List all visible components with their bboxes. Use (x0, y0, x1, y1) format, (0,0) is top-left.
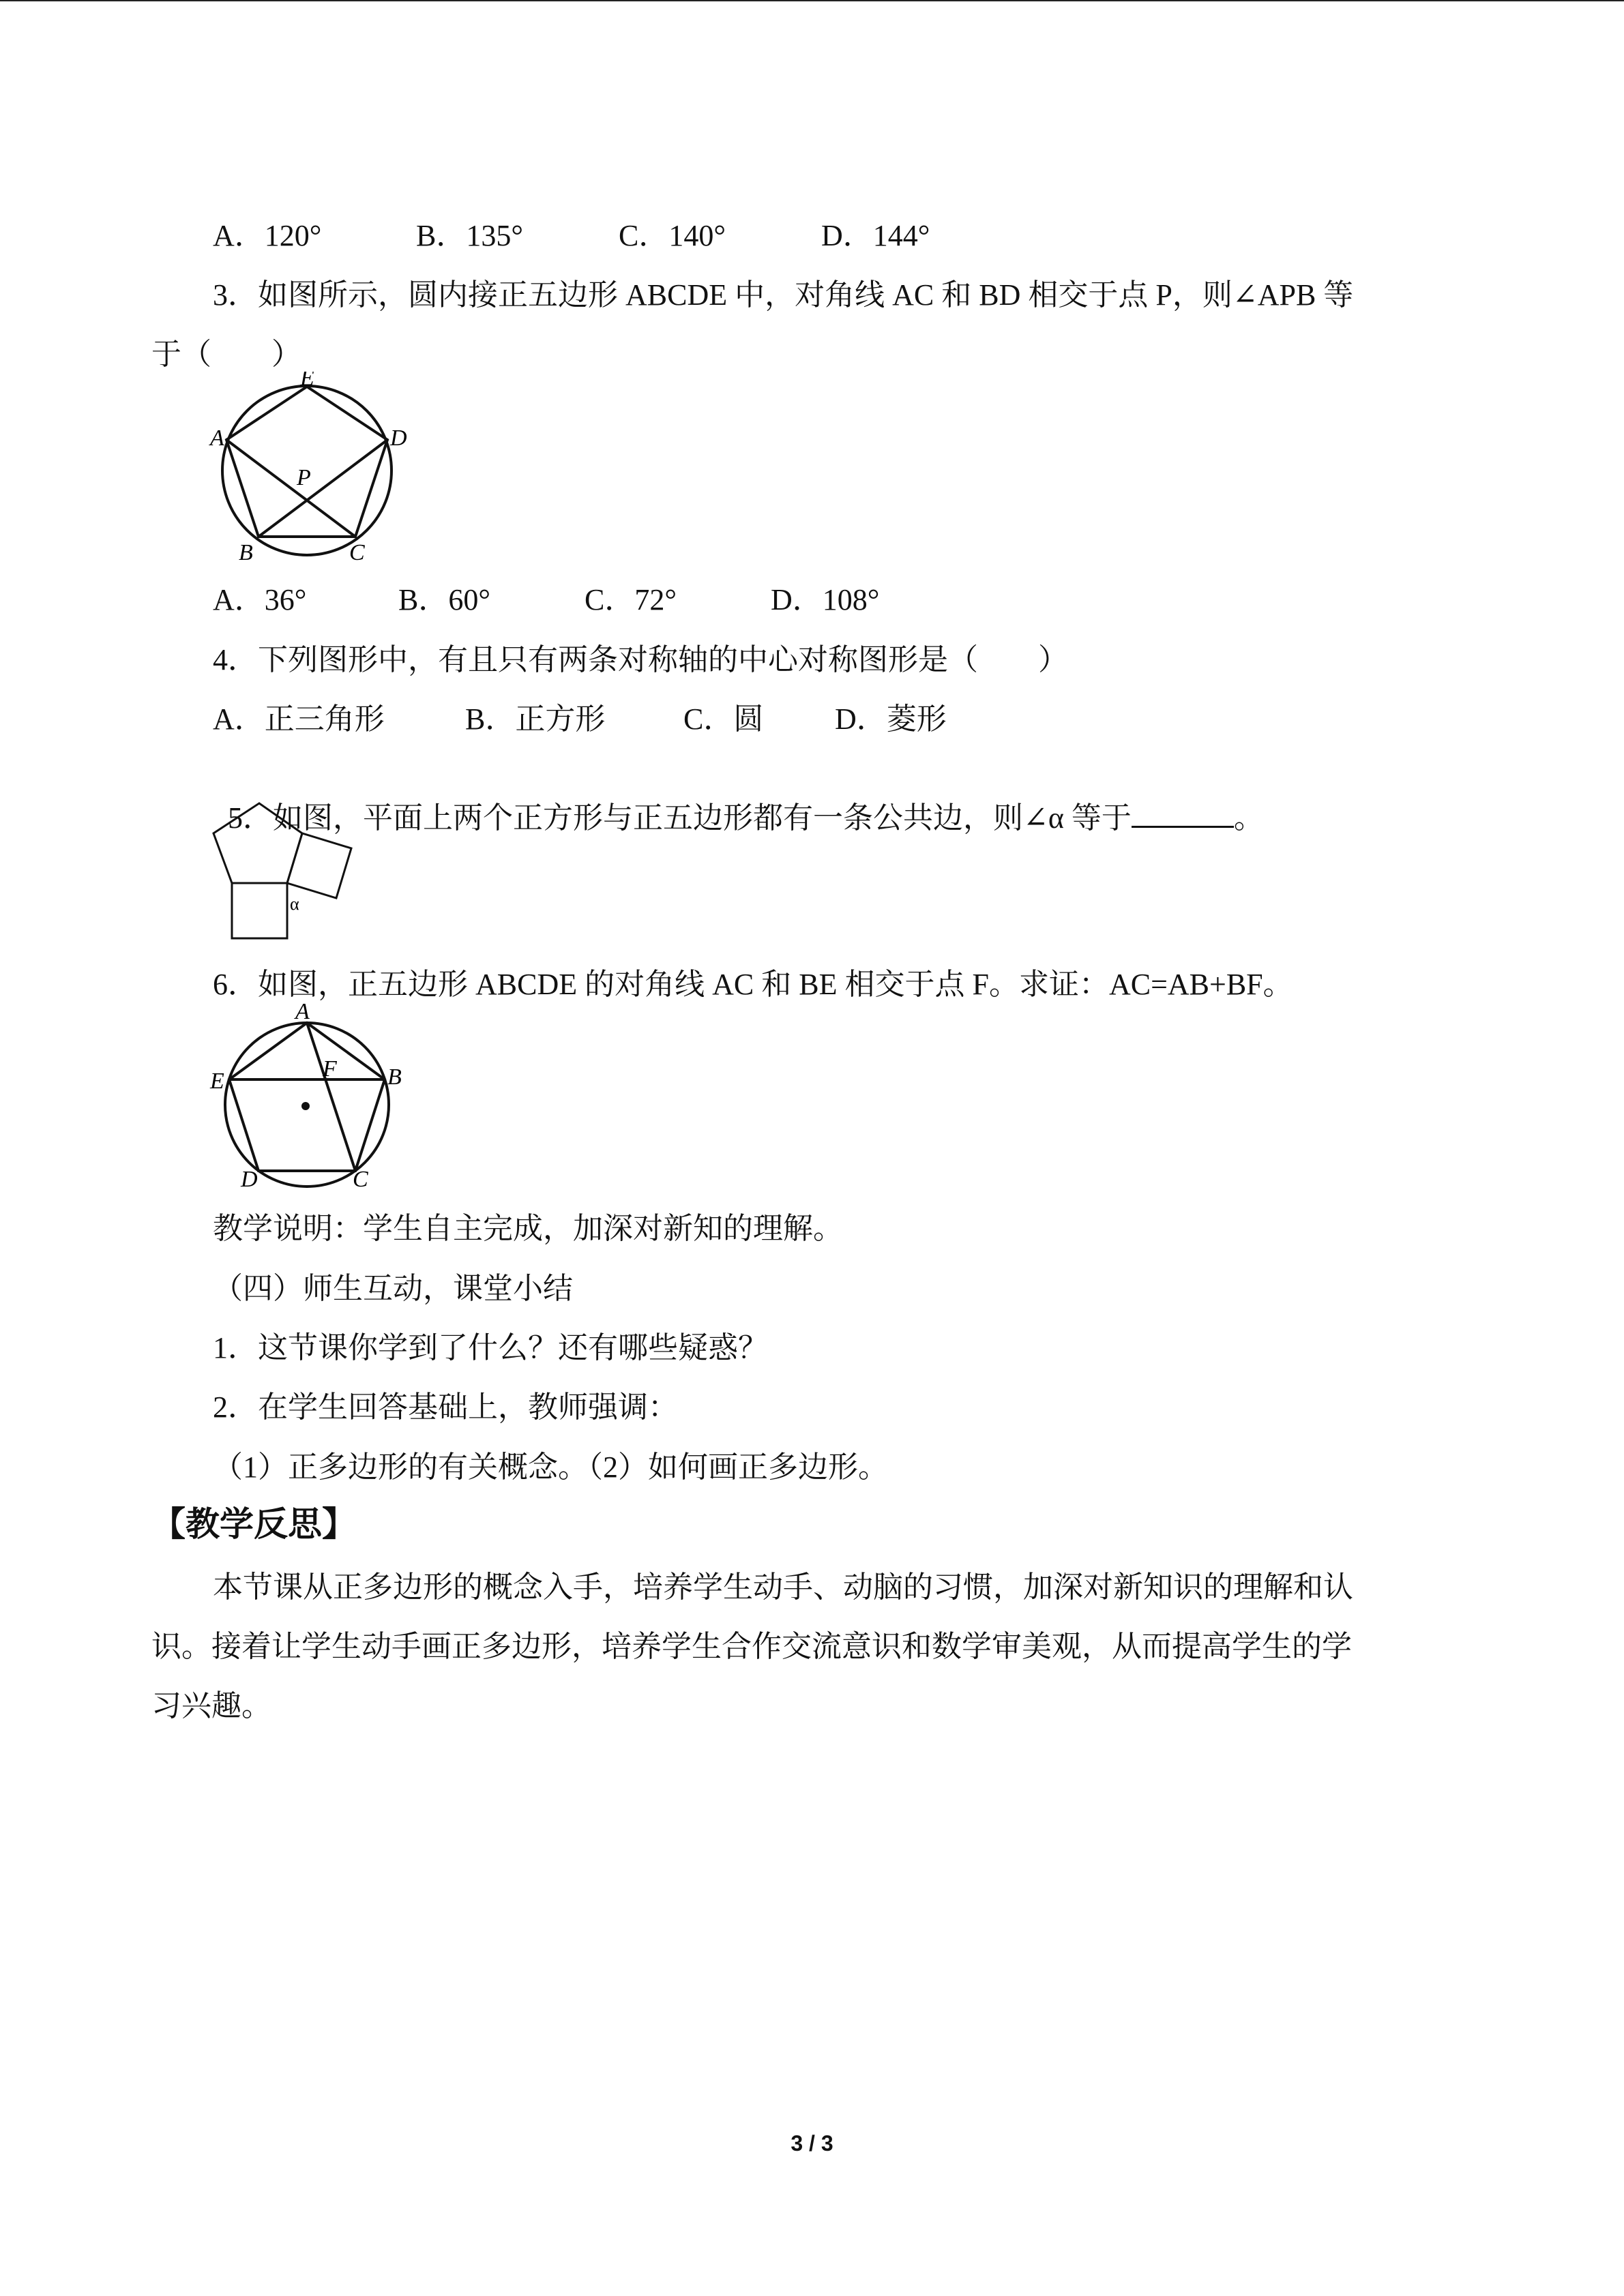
q2-option-d: D．144° (821, 219, 930, 252)
q4-option-d: D．菱形 (835, 702, 947, 736)
q5-question-text: 5．如图，平面上两个正方形与正五边形都有一条公共边，则∠α 等于 (228, 801, 1132, 835)
q6-label-f: F (323, 1056, 337, 1082)
q6-label-d: D (241, 1167, 258, 1190)
q5-answer-blank (1132, 799, 1234, 828)
q5-alpha-label: α (290, 894, 299, 914)
q2-option-a: A．120° (213, 219, 322, 252)
q3-figure (205, 372, 409, 566)
q6-label-c: C (353, 1167, 368, 1190)
page-number: 3 / 3 (791, 2131, 833, 2156)
q5-question-end: 。 (1233, 801, 1264, 835)
q6-label-b: B (387, 1064, 402, 1090)
reflection-paragraph-line2: 识。接着让学生动手画正多边形，培养学生合作交流意识和数学审美观，从而提高学生的学 (151, 1630, 1352, 1663)
page-top-border (0, 0, 1624, 1)
q3-label-e: E (300, 372, 314, 391)
q3-option-c: C．72° (585, 583, 677, 616)
q3-label-b: B (239, 540, 253, 565)
q6-figure (208, 1002, 413, 1190)
q5-figure (208, 798, 365, 948)
reflection-paragraph-line1: 本节课从正多边形的概念入手，培养学生动手、动脑的习惯，加深对新知识的理解和认 (213, 1570, 1353, 1604)
summary-item-1: 1．这节课你学到了什么？还有哪些疑惑？ (213, 1331, 768, 1365)
q4-options (213, 700, 1168, 739)
q3-question-line1: 3．如图所示，圆内接正五边形 ABCDE 中，对角线 AC 和 BD 相交于点 P，则∠APB 等 (213, 278, 1354, 312)
q6-question: 6．如图，正五边形 ABCDE 的对角线 AC 和 BE 相交于点 F。求证：AC=AB+BF。 (213, 968, 1293, 1001)
summary-item-3: （1）正多边形的有关概念。（2）如何画正多边形。 (213, 1450, 888, 1484)
q2-option-c: C．140° (619, 219, 726, 252)
q4-question: 4．下列图形中，有且只有两条对称轴的中心对称图形是（ ） (213, 643, 1068, 676)
q3-label-c: C (349, 540, 365, 565)
q3-options (213, 581, 1168, 619)
q6-label-e: E (210, 1069, 224, 1094)
q5-question (213, 760, 1264, 837)
q3-question-line2: 于（ ） (151, 338, 301, 371)
q2-option-b: B．135° (416, 219, 523, 252)
q3-label-d: D (390, 426, 407, 451)
q4-option-c: C．圆 (683, 702, 764, 736)
q3-label-p: P (297, 465, 311, 490)
q6-label-a: A (295, 1002, 310, 1024)
reflection-heading: 【教学反思】 (151, 1504, 356, 1544)
summary-item-2: 2．在学生回答基础上，教师强调： (213, 1390, 678, 1424)
q4-option-a: A．正三角形 (213, 702, 385, 736)
q3-option-d: D．108° (771, 583, 880, 616)
q3-option-b: B．60° (398, 583, 490, 616)
q2-options (213, 217, 1168, 255)
teaching-note: 教学说明：学生自主完成，加深对新知的理解。 (213, 1212, 843, 1245)
q3-label-a: A (210, 426, 224, 451)
reflection-paragraph-line3: 习兴趣。 (151, 1689, 271, 1723)
q4-option-b: B．正方形 (465, 702, 606, 736)
section-four-title: （四）师生互动，课堂小结 (213, 1272, 573, 1305)
q3-option-a: A．36° (213, 583, 307, 616)
